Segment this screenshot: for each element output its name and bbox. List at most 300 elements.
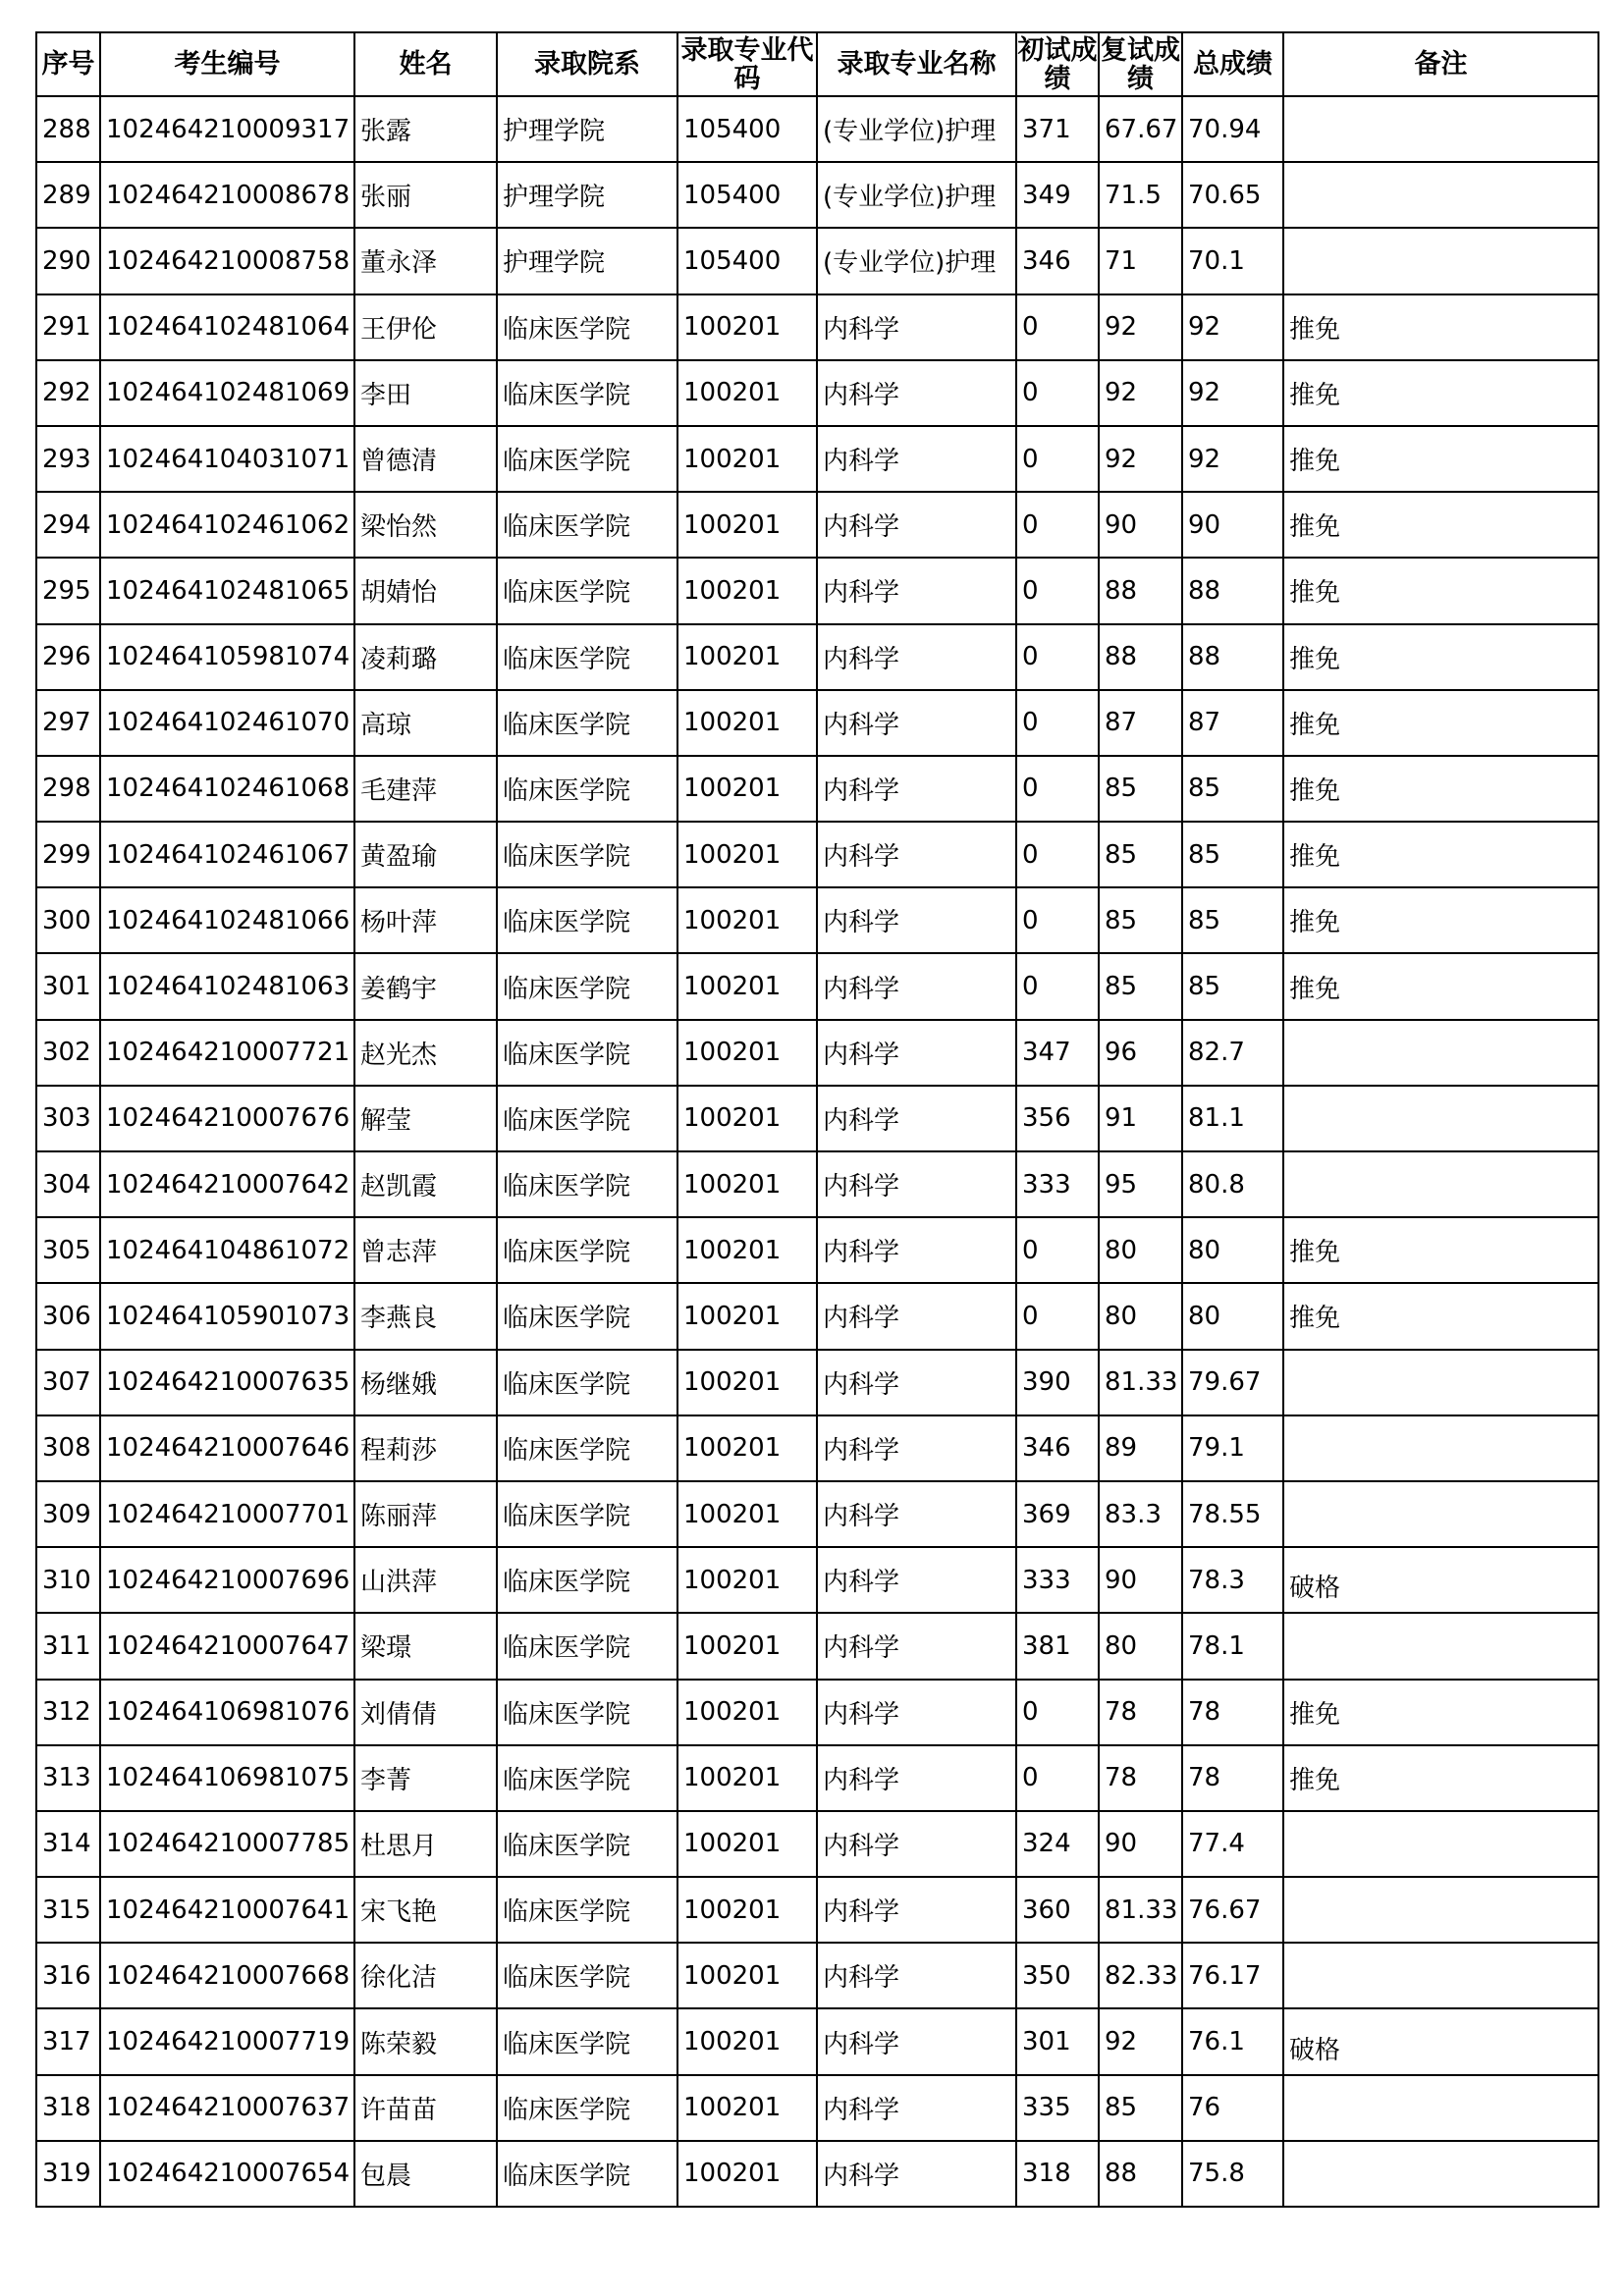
cell-serial-no: 319: [36, 2141, 100, 2207]
cell-remarks: 破格: [1283, 1547, 1598, 1613]
cell-name: 高琼: [354, 690, 497, 756]
cell-major-name: 内科学: [817, 756, 1016, 822]
cell-candidate-id: 102464102481063: [100, 953, 354, 1019]
cell-total-score: 79.1: [1182, 1415, 1283, 1481]
cell-retest-score: 92: [1099, 426, 1182, 492]
cell-major-code: 100201: [677, 953, 817, 1019]
cell-candidate-id: 102464210007785: [100, 1811, 354, 1877]
cell-major-code: 100201: [677, 1547, 817, 1613]
cell-total-score: 87: [1182, 690, 1283, 756]
cell-remarks: 推免: [1283, 1283, 1598, 1349]
cell-department: 临床医学院: [497, 558, 677, 623]
cell-name: 宋飞艳: [354, 1877, 497, 1943]
cell-major-code: 100201: [677, 1877, 817, 1943]
cell-remarks: [1283, 96, 1598, 162]
cell-name: 黄盈瑜: [354, 822, 497, 887]
cell-initial-score: 0: [1016, 294, 1099, 360]
cell-initial-score: 0: [1016, 953, 1099, 1019]
header-major-code: 录取专业代码: [677, 32, 817, 96]
header-serial-no: 序号: [36, 32, 100, 96]
header-row: [36, 32, 1598, 96]
cell-total-score: 85: [1182, 887, 1283, 953]
cell-total-score: 85: [1182, 822, 1283, 887]
cell-major-code: 100201: [677, 426, 817, 492]
cell-remarks: [1283, 1877, 1598, 1943]
cell-candidate-id: 102464210007668: [100, 1943, 354, 2008]
cell-total-score: 76.17: [1182, 1943, 1283, 2008]
cell-remarks: 推免: [1283, 1680, 1598, 1745]
cell-total-score: 78.55: [1182, 1481, 1283, 1547]
cell-initial-score: 0: [1016, 360, 1099, 426]
cell-department: 临床医学院: [497, 1415, 677, 1481]
cell-serial-no: 303: [36, 1086, 100, 1151]
cell-major-code: 100201: [677, 1283, 817, 1349]
cell-name: 许苗苗: [354, 2075, 497, 2141]
cell-department: 临床医学院: [497, 426, 677, 492]
cell-serial-no: 318: [36, 2075, 100, 2141]
cell-name: 李燕良: [354, 1283, 497, 1349]
cell-remarks: 推免: [1283, 492, 1598, 558]
header-candidate-id: 考生编号: [100, 32, 354, 96]
cell-major-name: 内科学: [817, 2141, 1016, 2207]
cell-department: 临床医学院: [497, 1481, 677, 1547]
cell-candidate-id: 102464210007642: [100, 1151, 354, 1217]
cell-initial-score: 356: [1016, 1086, 1099, 1151]
cell-candidate-id: 102464102461062: [100, 492, 354, 558]
cell-candidate-id: 102464106981076: [100, 1680, 354, 1745]
cell-initial-score: 371: [1016, 96, 1099, 162]
cell-total-score: 77.4: [1182, 1811, 1283, 1877]
cell-total-score: 88: [1182, 624, 1283, 690]
cell-serial-no: 293: [36, 426, 100, 492]
cell-remarks: [1283, 1943, 1598, 2008]
cell-major-code: 100201: [677, 887, 817, 953]
cell-name: 陈丽萍: [354, 1481, 497, 1547]
cell-major-code: 100201: [677, 1943, 817, 2008]
cell-candidate-id: 102464210007654: [100, 2141, 354, 2207]
cell-retest-score: 85: [1099, 756, 1182, 822]
cell-name: 曾德清: [354, 426, 497, 492]
cell-total-score: 90: [1182, 492, 1283, 558]
cell-major-name: 内科学: [817, 492, 1016, 558]
cell-major-name: 内科学: [817, 1415, 1016, 1481]
cell-major-name: 内科学: [817, 2075, 1016, 2141]
cell-initial-score: 0: [1016, 492, 1099, 558]
cell-major-name: 内科学: [817, 887, 1016, 953]
cell-major-name: 内科学: [817, 1877, 1016, 1943]
table-row: [36, 558, 1598, 623]
cell-department: 临床医学院: [497, 2008, 677, 2074]
cell-department: 临床医学院: [497, 887, 677, 953]
cell-department: 临床医学院: [497, 360, 677, 426]
cell-retest-score: 88: [1099, 558, 1182, 623]
cell-candidate-id: 102464210007701: [100, 1481, 354, 1547]
cell-major-name: 内科学: [817, 1481, 1016, 1547]
cell-department: 临床医学院: [497, 1086, 677, 1151]
table-row: [36, 1481, 1598, 1547]
cell-department: 临床医学院: [497, 822, 677, 887]
table-row: [36, 492, 1598, 558]
table-row: [36, 822, 1598, 887]
cell-remarks: 推免: [1283, 690, 1598, 756]
cell-major-code: 100201: [677, 2075, 817, 2141]
cell-major-code: 100201: [677, 1020, 817, 1086]
cell-total-score: 78: [1182, 1680, 1283, 1745]
cell-major-code: 105400: [677, 96, 817, 162]
cell-initial-score: 318: [1016, 2141, 1099, 2207]
cell-department: 临床医学院: [497, 2141, 677, 2207]
cell-department: 临床医学院: [497, 1547, 677, 1613]
cell-serial-no: 306: [36, 1283, 100, 1349]
cell-retest-score: 83.3: [1099, 1481, 1182, 1547]
cell-candidate-id: 102464210007676: [100, 1086, 354, 1151]
cell-total-score: 81.1: [1182, 1086, 1283, 1151]
cell-initial-score: 346: [1016, 228, 1099, 294]
cell-major-name: 内科学: [817, 690, 1016, 756]
cell-name: 胡婧怡: [354, 558, 497, 623]
cell-candidate-id: 102464210007646: [100, 1415, 354, 1481]
cell-major-name: 内科学: [817, 1680, 1016, 1745]
table-row: [36, 228, 1598, 294]
cell-major-code: 100201: [677, 1680, 817, 1745]
cell-department: 临床医学院: [497, 624, 677, 690]
cell-major-code: 100201: [677, 294, 817, 360]
cell-candidate-id: 102464210007721: [100, 1020, 354, 1086]
cell-name: 包晨: [354, 2141, 497, 2207]
cell-retest-score: 82.33: [1099, 1943, 1182, 2008]
cell-total-score: 76.1: [1182, 2008, 1283, 2074]
cell-retest-score: 85: [1099, 822, 1182, 887]
cell-serial-no: 314: [36, 1811, 100, 1877]
cell-total-score: 76.67: [1182, 1877, 1283, 1943]
cell-major-code: 100201: [677, 690, 817, 756]
cell-initial-score: 333: [1016, 1547, 1099, 1613]
table-row: [36, 887, 1598, 953]
cell-major-code: 100201: [677, 492, 817, 558]
cell-major-name: 内科学: [817, 1020, 1016, 1086]
cell-department: 临床医学院: [497, 1350, 677, 1415]
cell-retest-score: 80: [1099, 1217, 1182, 1283]
cell-candidate-id: 102464210007696: [100, 1547, 354, 1613]
cell-candidate-id: 102464210007637: [100, 2075, 354, 2141]
cell-initial-score: 0: [1016, 822, 1099, 887]
cell-retest-score: 89: [1099, 1415, 1182, 1481]
cell-remarks: [1283, 1020, 1598, 1086]
header-major-name: 录取专业名称: [817, 32, 1016, 96]
cell-remarks: 推免: [1283, 822, 1598, 887]
cell-department: 临床医学院: [497, 1151, 677, 1217]
cell-name: 王伊伦: [354, 294, 497, 360]
cell-initial-score: 0: [1016, 887, 1099, 953]
cell-total-score: 70.94: [1182, 96, 1283, 162]
table-row: [36, 1350, 1598, 1415]
header-total-score: 总成绩: [1182, 32, 1283, 96]
cell-serial-no: 302: [36, 1020, 100, 1086]
cell-serial-no: 288: [36, 96, 100, 162]
cell-remarks: [1283, 1811, 1598, 1877]
cell-major-code: 100201: [677, 1086, 817, 1151]
cell-major-name: 内科学: [817, 1745, 1016, 1811]
table-row: [36, 1547, 1598, 1613]
cell-serial-no: 295: [36, 558, 100, 623]
cell-major-code: 100201: [677, 558, 817, 623]
cell-name: 董永泽: [354, 228, 497, 294]
cell-initial-score: 369: [1016, 1481, 1099, 1547]
cell-major-name: 内科学: [817, 953, 1016, 1019]
cell-name: 赵凯霞: [354, 1151, 497, 1217]
cell-remarks: [1283, 1481, 1598, 1547]
cell-major-name: 内科学: [817, 1086, 1016, 1151]
cell-total-score: 92: [1182, 426, 1283, 492]
cell-name: 解莹: [354, 1086, 497, 1151]
cell-serial-no: 289: [36, 162, 100, 228]
cell-candidate-id: 102464102481069: [100, 360, 354, 426]
cell-department: 临床医学院: [497, 294, 677, 360]
cell-retest-score: 78: [1099, 1745, 1182, 1811]
cell-total-score: 92: [1182, 294, 1283, 360]
cell-name: 徐化洁: [354, 1943, 497, 2008]
cell-candidate-id: 102464105981074: [100, 624, 354, 690]
cell-remarks: [1283, 162, 1598, 228]
cell-candidate-id: 102464106981075: [100, 1745, 354, 1811]
cell-remarks: 推免: [1283, 887, 1598, 953]
cell-retest-score: 81.33: [1099, 1350, 1182, 1415]
table-row: [36, 1415, 1598, 1481]
cell-major-name: 内科学: [817, 1547, 1016, 1613]
cell-retest-score: 85: [1099, 953, 1182, 1019]
table-row: [36, 162, 1598, 228]
cell-retest-score: 92: [1099, 294, 1182, 360]
cell-major-name: 内科学: [817, 360, 1016, 426]
cell-major-name: 内科学: [817, 624, 1016, 690]
cell-major-code: 100201: [677, 1151, 817, 1217]
cell-initial-score: 349: [1016, 162, 1099, 228]
cell-serial-no: 301: [36, 953, 100, 1019]
cell-remarks: [1283, 1613, 1598, 1679]
cell-serial-no: 307: [36, 1350, 100, 1415]
cell-remarks: 推免: [1283, 558, 1598, 623]
cell-retest-score: 88: [1099, 2141, 1182, 2207]
cell-major-code: 100201: [677, 2141, 817, 2207]
cell-total-score: 78.1: [1182, 1613, 1283, 1679]
cell-major-code: 100201: [677, 1745, 817, 1811]
cell-department: 临床医学院: [497, 1613, 677, 1679]
cell-total-score: 85: [1182, 953, 1283, 1019]
cell-major-code: 105400: [677, 162, 817, 228]
cell-candidate-id: 102464210007719: [100, 2008, 354, 2074]
cell-total-score: 80: [1182, 1217, 1283, 1283]
cell-total-score: 82.7: [1182, 1020, 1283, 1086]
cell-remarks: [1283, 1086, 1598, 1151]
header-name: 姓名: [354, 32, 497, 96]
table-row: [36, 756, 1598, 822]
cell-serial-no: 294: [36, 492, 100, 558]
cell-retest-score: 92: [1099, 360, 1182, 426]
cell-major-name: 内科学: [817, 1350, 1016, 1415]
cell-retest-score: 88: [1099, 624, 1182, 690]
cell-retest-score: 81.33: [1099, 1877, 1182, 1943]
cell-initial-score: 350: [1016, 1943, 1099, 2008]
cell-initial-score: 333: [1016, 1151, 1099, 1217]
cell-candidate-id: 102464102461070: [100, 690, 354, 756]
cell-name: 刘倩倩: [354, 1680, 497, 1745]
cell-remarks: [1283, 1415, 1598, 1481]
cell-candidate-id: 102464210008758: [100, 228, 354, 294]
cell-candidate-id: 102464210008678: [100, 162, 354, 228]
cell-serial-no: 311: [36, 1613, 100, 1679]
cell-name: 姜鹤宇: [354, 953, 497, 1019]
cell-serial-no: 313: [36, 1745, 100, 1811]
cell-remarks: [1283, 2141, 1598, 2207]
cell-serial-no: 300: [36, 887, 100, 953]
cell-retest-score: 87: [1099, 690, 1182, 756]
cell-retest-score: 78: [1099, 1680, 1182, 1745]
cell-remarks: 推免: [1283, 294, 1598, 360]
cell-retest-score: 90: [1099, 492, 1182, 558]
cell-candidate-id: 102464102461067: [100, 822, 354, 887]
cell-retest-score: 71: [1099, 228, 1182, 294]
cell-initial-score: 0: [1016, 690, 1099, 756]
table-row: [36, 294, 1598, 360]
cell-department: 临床医学院: [497, 690, 677, 756]
table-row: [36, 2075, 1598, 2141]
cell-major-name: 内科学: [817, 1811, 1016, 1877]
table-row: [36, 1217, 1598, 1283]
cell-remarks: 推免: [1283, 624, 1598, 690]
cell-name: 曾志萍: [354, 1217, 497, 1283]
cell-serial-no: 310: [36, 1547, 100, 1613]
table-row: [36, 1877, 1598, 1943]
cell-retest-score: 92: [1099, 2008, 1182, 2074]
cell-department: 临床医学院: [497, 1943, 677, 2008]
cell-department: 临床医学院: [497, 1020, 677, 1086]
cell-candidate-id: 102464102481066: [100, 887, 354, 953]
cell-initial-score: 0: [1016, 558, 1099, 623]
cell-name: 张丽: [354, 162, 497, 228]
cell-major-name: (专业学位)护理: [817, 228, 1016, 294]
table-row: [36, 1811, 1598, 1877]
cell-remarks: [1283, 1151, 1598, 1217]
cell-major-code: 100201: [677, 1613, 817, 1679]
cell-total-score: 79.67: [1182, 1350, 1283, 1415]
cell-major-code: 100201: [677, 1217, 817, 1283]
cell-initial-score: 324: [1016, 1811, 1099, 1877]
cell-major-code: 100201: [677, 624, 817, 690]
cell-candidate-id: 102464210007641: [100, 1877, 354, 1943]
cell-major-code: 100201: [677, 360, 817, 426]
cell-major-name: (专业学位)护理: [817, 96, 1016, 162]
cell-total-score: 80.8: [1182, 1151, 1283, 1217]
cell-candidate-id: 102464104861072: [100, 1217, 354, 1283]
cell-department: 临床医学院: [497, 1680, 677, 1745]
cell-major-code: 100201: [677, 1350, 817, 1415]
cell-total-score: 78.3: [1182, 1547, 1283, 1613]
cell-department: 临床医学院: [497, 1811, 677, 1877]
cell-major-name: 内科学: [817, 2008, 1016, 2074]
cell-candidate-id: 102464105901073: [100, 1283, 354, 1349]
cell-major-code: 100201: [677, 756, 817, 822]
cell-serial-no: 317: [36, 2008, 100, 2074]
cell-remarks: [1283, 1350, 1598, 1415]
cell-retest-score: 90: [1099, 1811, 1182, 1877]
cell-initial-score: 390: [1016, 1350, 1099, 1415]
cell-initial-score: 346: [1016, 1415, 1099, 1481]
table-row: [36, 1680, 1598, 1745]
cell-initial-score: 381: [1016, 1613, 1099, 1679]
cell-total-score: 92: [1182, 360, 1283, 426]
cell-name: 张露: [354, 96, 497, 162]
cell-total-score: 70.1: [1182, 228, 1283, 294]
cell-department: 临床医学院: [497, 2075, 677, 2141]
cell-major-name: 内科学: [817, 1943, 1016, 2008]
header-department: 录取院系: [497, 32, 677, 96]
cell-retest-score: 85: [1099, 2075, 1182, 2141]
header-retest-score: 复试成绩: [1099, 32, 1182, 96]
cell-serial-no: 296: [36, 624, 100, 690]
cell-remarks: 推免: [1283, 426, 1598, 492]
cell-serial-no: 290: [36, 228, 100, 294]
header-initial-score: 初试成绩: [1016, 32, 1099, 96]
cell-total-score: 78: [1182, 1745, 1283, 1811]
cell-retest-score: 95: [1099, 1151, 1182, 1217]
table-row: [36, 2008, 1598, 2074]
cell-total-score: 85: [1182, 756, 1283, 822]
cell-department: 护理学院: [497, 96, 677, 162]
cell-major-name: 内科学: [817, 558, 1016, 623]
cell-serial-no: 316: [36, 1943, 100, 2008]
cell-candidate-id: 102464210009317: [100, 96, 354, 162]
cell-initial-score: 0: [1016, 1680, 1099, 1745]
cell-serial-no: 298: [36, 756, 100, 822]
cell-retest-score: 80: [1099, 1283, 1182, 1349]
cell-major-code: 100201: [677, 1811, 817, 1877]
cell-name: 毛建萍: [354, 756, 497, 822]
cell-initial-score: 360: [1016, 1877, 1099, 1943]
cell-remarks: 推免: [1283, 953, 1598, 1019]
cell-initial-score: 301: [1016, 2008, 1099, 2074]
cell-major-code: 100201: [677, 2008, 817, 2074]
cell-candidate-id: 102464104031071: [100, 426, 354, 492]
table-row: [36, 953, 1598, 1019]
table-row: [36, 360, 1598, 426]
cell-serial-no: 309: [36, 1481, 100, 1547]
cell-name: 梁璟: [354, 1613, 497, 1679]
cell-major-name: 内科学: [817, 1283, 1016, 1349]
cell-initial-score: 335: [1016, 2075, 1099, 2141]
table-row: [36, 1745, 1598, 1811]
cell-remarks: 推免: [1283, 756, 1598, 822]
table-row: [36, 426, 1598, 492]
cell-name: 杨继娥: [354, 1350, 497, 1415]
cell-remarks: 破格: [1283, 2008, 1598, 2074]
cell-retest-score: 85: [1099, 887, 1182, 953]
cell-serial-no: 304: [36, 1151, 100, 1217]
table-row: [36, 2141, 1598, 2207]
cell-department: 临床医学院: [497, 1283, 677, 1349]
header-remarks: 备注: [1283, 32, 1598, 96]
cell-name: 李菁: [354, 1745, 497, 1811]
cell-major-code: 105400: [677, 228, 817, 294]
cell-initial-score: 0: [1016, 1745, 1099, 1811]
cell-retest-score: 80: [1099, 1613, 1182, 1679]
cell-serial-no: 299: [36, 822, 100, 887]
cell-retest-score: 91: [1099, 1086, 1182, 1151]
cell-remarks: 推免: [1283, 1745, 1598, 1811]
cell-name: 杨叶萍: [354, 887, 497, 953]
cell-major-code: 100201: [677, 1481, 817, 1547]
cell-name: 赵光杰: [354, 1020, 497, 1086]
cell-department: 临床医学院: [497, 1217, 677, 1283]
